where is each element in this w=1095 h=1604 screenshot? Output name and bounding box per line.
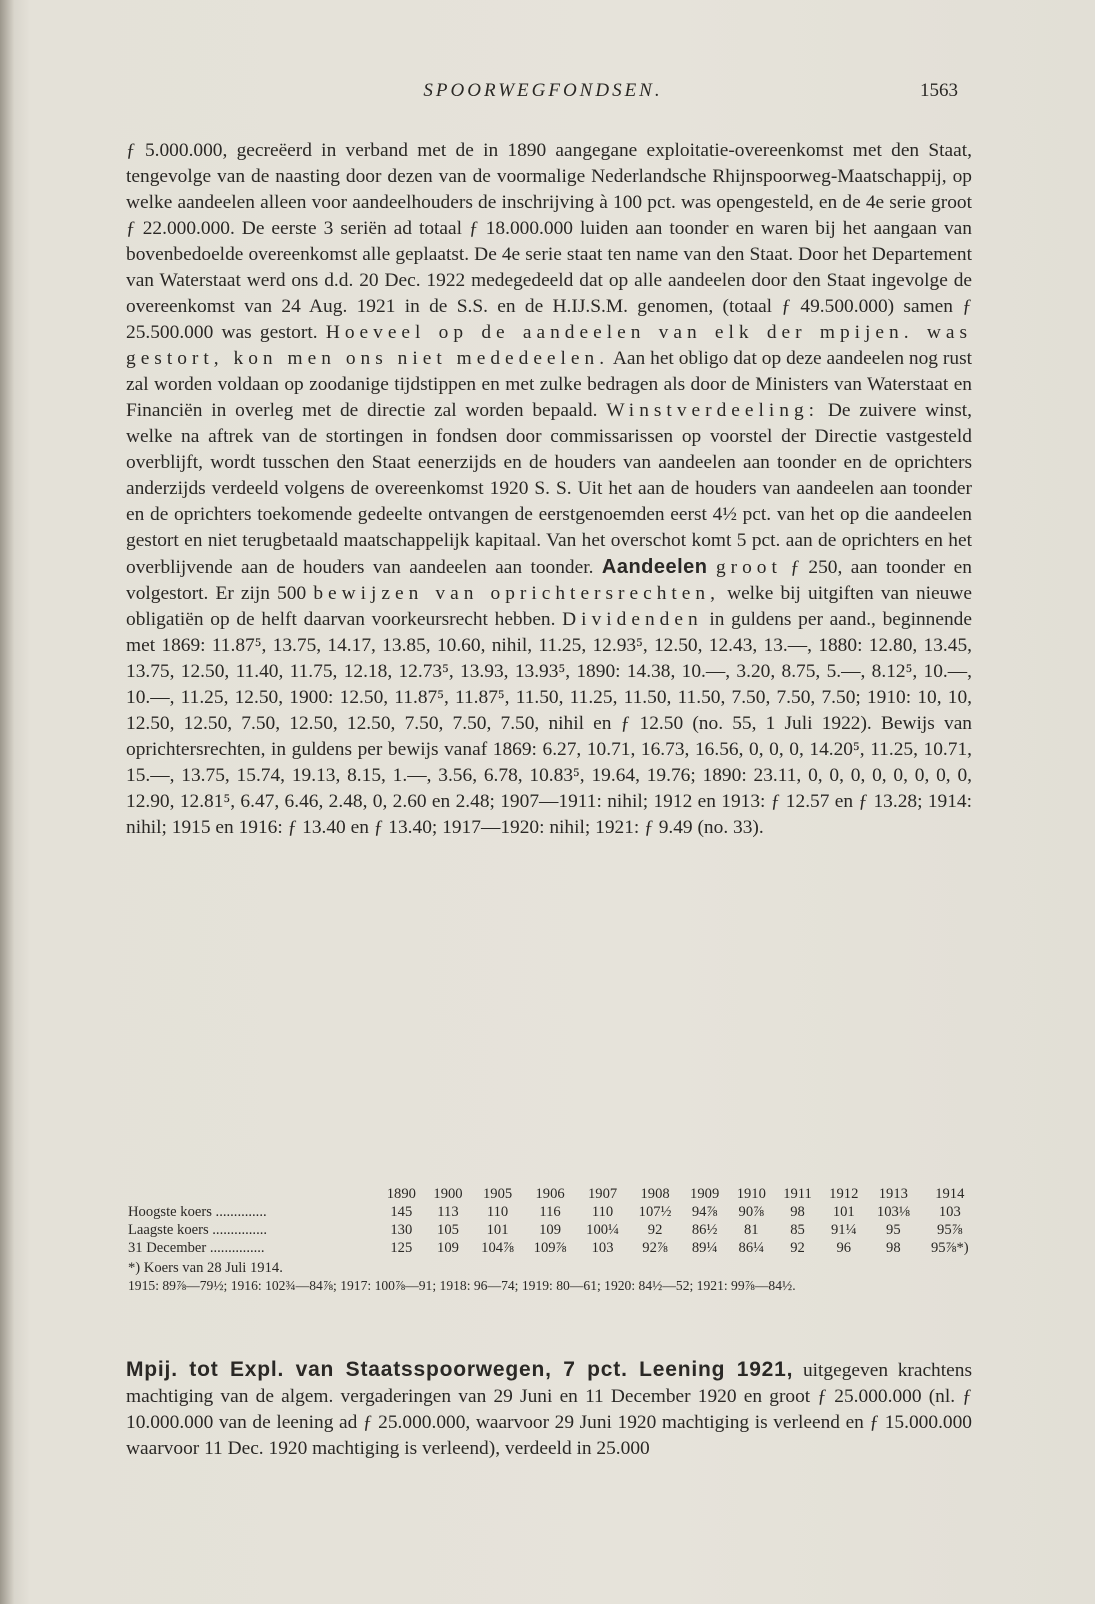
year-header: 1911: [783, 1186, 812, 1202]
table-cell: 96: [836, 1240, 852, 1256]
main-paragraph: [126, 138, 972, 841]
later-years-prices: 1915: 89⅞—79½; 1916: 102¾—84⅞; 1917: 100⅞—91; 1918: 96—74; 1919: 80—61; 1920: 84½—52; 1921: 99⅞—84½.: [128, 1278, 796, 1293]
year-header: 1906: [535, 1186, 565, 1202]
table-row: [128, 1221, 980, 1239]
page-number: 1563: [920, 80, 958, 101]
table-cell: 109: [539, 1222, 561, 1238]
table-cell: 113: [437, 1204, 459, 1220]
price-table: [128, 1185, 980, 1257]
table-cell: 86¼: [738, 1240, 765, 1256]
winstverdeeling-text: De zuivere winst, welke na aftrek van de stortingen in fondsen door commissarissen op voorstel der Directie vastgesteld overblijft, wordt tusschen den Staat eenerzijds en de houders van aandeelen aan toonder en de oprichters anderzijds verdeeld volgens de overeenkomst 1920 S. S. Uit het aan de houders van aandeelen aan toonder en de oprichters toekomende gedeelte ontvangen de eerstgenoemden eerst 4½ pct. van het op die aandeelen gestort en niet terugbetaald maatschappelijk kapitaal. Van het overschot komt 5 pct. aan de oprichters en het overblijvende aan de houders van aandeelen aan toonder.: [126, 400, 972, 578]
year-header: 1914: [935, 1186, 965, 1202]
table-header-row: [128, 1185, 980, 1203]
table-cell: 103⅛: [876, 1204, 910, 1220]
dividenden-text: in guldens per aand., beginnende met 1869: 11.87⁵, 13.75, 14.17, 13.85, 10.60, nihil, 11.25, 12.93⁵, 12.50, 12.43, 13.—, 1880: 12.80, 13.45, 13.75, 12.50, 11.40, 11.75, 12.18, 12.73⁵, 13.93, 13.93⁵, 1890: 14.38, 10.—, 3.20, 8.75, 5.—, 8.12⁵, 10.—, 10.—, 11.25, 12.50, 1900: 12.50, 11.87⁵, 11.87⁵, 11.50, 11.25, 11.50, 11.50, 7.50, 7.50, 7.50; 1910: 10, 10, 12.50, 12.50, 7.50, 12.50, 12.50, 7.50, 7.50, 7.50, nihil en ƒ 12.50 (no. 55, 1 Juli 1922). Bewijs van oprichtersrechten, in guldens per bewijs vanaf 1869: 6.27, 10.71, 16.73, 16.56, 0, 0, 0, 14.20⁵, 11.25, 10.71, 15.—, 13.75, 15.74, 19.13, 8.15, 1.—, 3.56, 6.78, 10.83⁵, 19.64, 19.76; 1890: 23.11, 0, 0, 0, 0, 0, 0, 0, 0, 12.90, 12.81⁵, 6.47, 6.46, 2.48, 0, 2.60 en 2.48; 1907—1911: nihil; 1912 en 1913: ƒ 12.57 en ƒ 13.28; 1914: nihil; 1915 en 1916: ƒ 13.40 en ƒ 13.40; 1917—1920: nihil; 1921: ƒ 9.49 (no. 33).: [126, 609, 972, 838]
year-header: 1910: [736, 1186, 766, 1202]
table-cell: 107½: [638, 1204, 672, 1220]
table-cell: 103: [938, 1204, 961, 1220]
table-cell: 101: [486, 1222, 509, 1238]
table-footnote: *) Koers van 28 Juli 1914.: [128, 1260, 283, 1276]
table-row: [128, 1203, 980, 1221]
table-cell: 100¼: [586, 1222, 619, 1238]
year-header: 1908: [640, 1186, 670, 1202]
year-header: 1909: [690, 1186, 720, 1202]
next-section: [126, 1357, 972, 1462]
table-cell: 101: [832, 1204, 855, 1220]
table-cell: 109⅞: [533, 1240, 567, 1256]
table-cell: 103: [591, 1240, 614, 1256]
table-cell: 98: [886, 1240, 901, 1256]
next-section-paragraph: [126, 1357, 972, 1462]
table-cell: 116: [539, 1204, 561, 1220]
table-cell: 92⅞: [642, 1240, 668, 1256]
price-table-block: [128, 1185, 980, 1295]
row-label: 31 December ...............: [128, 1240, 265, 1256]
table-cell: 90⅞: [738, 1204, 765, 1220]
table-cell: 92: [647, 1222, 663, 1238]
table-row: [128, 1239, 980, 1257]
intro-text: ƒ 5.000.000, gecreëerd in verband met de in 1890 aangegane exploitatie-overeenkomst met den Staat, tengevolge van de naasting door dezen van de voormalige Nederlandsche Rhijnspoorweg-Maatschappij, op welke aandeelen alleen voor aandeelhouders de inschrijving à 100 pct. was opengesteld, en de 4e serie groot ƒ 22.000.000. De eerste 3 seriën ad totaal ƒ 18.000.000 luiden aan toonder en waren bij het aangaan van bovenbedoelde overeenkomst alle geplaatst. De 4e serie staat ten name van den Staat. Door het Departement van Waterstaat werd ons d.d. 20 Dec. 1922 medegedeeld dat op alle aandeelen door den Staat ingevolge de overeenkomst van 24 Aug. 1921 in de S.S. en de H.IJ.S.M. genomen, (totaal ƒ 49.500.000) samen ƒ 25.500.000 was gestort.: [126, 140, 972, 343]
year-header: 1900: [433, 1186, 463, 1202]
heading-aandeelen: Aandeelen: [601, 556, 708, 578]
table-cell: 91¼: [830, 1222, 857, 1238]
spaced-phrase-bewijzen: bewijzen van oprichtersrechten,: [313, 583, 720, 604]
row-label: Hoogste koers ..............: [128, 1204, 267, 1220]
row-label: Laagste koers ...............: [128, 1222, 268, 1238]
section-title: Mpij. tot Expl. van Staatsspoorwegen, 7 pct. Leening 1921,: [126, 1358, 794, 1381]
aandeelen-text: ƒ 250, aan toonder en volgestort. Er zijn 500: [126, 557, 972, 604]
spaced-heading-dividenden: Dividenden: [562, 609, 703, 630]
year-header: 1912: [829, 1186, 859, 1202]
spaced-word-groot: groot: [715, 557, 782, 578]
year-header: 1890: [386, 1186, 416, 1202]
table-cell: 130: [390, 1222, 413, 1238]
table-cell: 98: [790, 1204, 805, 1220]
spaced-phrase-hoeveel: Hoeveel op de aandeelen van elk der mpijen. was gestort, kon men ons niet mededeelen.: [126, 322, 972, 369]
table-cell: 95⅞: [937, 1222, 963, 1238]
main-text: [126, 138, 972, 841]
section-text: uitgegeven krachtens machtiging van de algem. vergaderingen van 29 Juni en 11 December 1920 en groot ƒ 25.000.000 (nl. ƒ 10.000.000 van de leening ad ƒ 25.000.000, waarvoor 29 Juni 1920 machtiging is verleend en ƒ 15.000.000 waarvoor 11 Dec. 1920 machtiging is verleend), verdeeld in 25.000: [126, 1360, 972, 1459]
table-cell: 95: [886, 1222, 901, 1238]
table-cell: 109: [437, 1240, 459, 1256]
table-corner: [128, 1185, 378, 1203]
table-cell: 125: [390, 1240, 413, 1256]
table-cell: 94⅞: [691, 1204, 718, 1220]
table-cell: 105: [437, 1222, 459, 1238]
page-header: [128, 80, 958, 108]
table-cell: 92: [790, 1240, 805, 1256]
table-cell: 110: [591, 1204, 614, 1220]
page-edge-shadow: [0, 0, 14, 1604]
year-header: 1913: [878, 1186, 908, 1202]
year-header: 1905: [482, 1186, 513, 1202]
spaced-heading-winstverdeeling: Winstverdeeling:: [606, 400, 820, 421]
table-cell: 110: [486, 1204, 509, 1220]
obligo-text: Aan het obligo dat op deze aandeelen nog rust zal worden voldaan op zoodanige tijdstippen en met zulke bedragen als door de Ministers van Waterstaat en Financiën in overleg met de directie zal worden bepaald.: [126, 348, 972, 421]
table-cell: 95⅞*): [930, 1240, 969, 1256]
running-title: SPOORWEGFONDSEN.: [423, 80, 663, 101]
table-cell: 145: [390, 1204, 413, 1220]
table-cell: 85: [790, 1222, 805, 1238]
table-cell: 89¼: [691, 1240, 718, 1256]
table-cell: 104⅞: [481, 1240, 514, 1256]
table-cell: 86½: [691, 1222, 718, 1238]
year-header: 1907: [587, 1186, 618, 1202]
table-cell: 81: [744, 1222, 759, 1238]
bewijzen-text: welke bij uitgiften van nieuwe obligatiën op de helft daarvan voorkeursrecht hebben.: [126, 583, 972, 630]
